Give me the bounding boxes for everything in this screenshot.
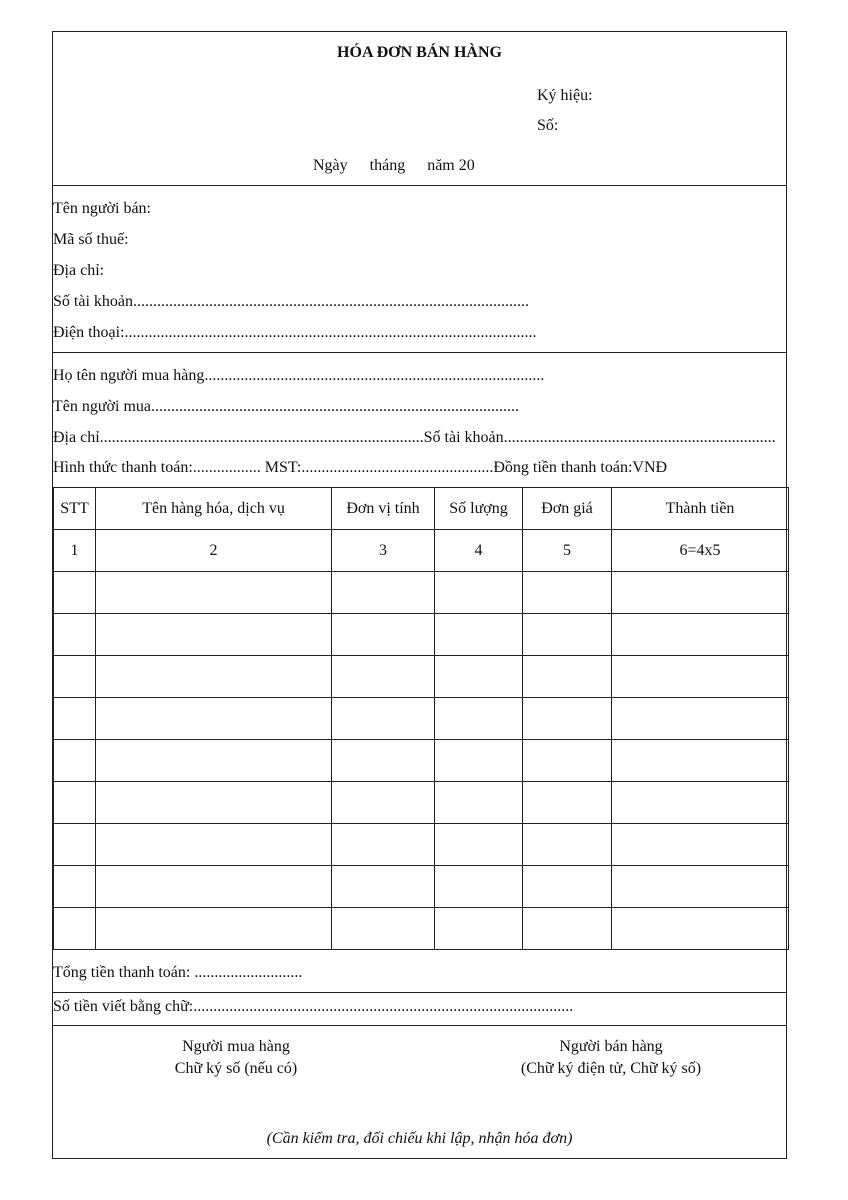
payment-method-dots: ................. [192,459,261,476]
total-label: Tổng tiền thanh toán: [53,964,191,981]
col-header-quantity: Số lượng [435,488,523,530]
currency-label: Đồng tiền thanh toán: [493,459,633,476]
buyer-address-label: Địa chỉ [53,429,100,446]
table-cell[interactable] [523,782,612,824]
table-cell[interactable] [612,824,789,866]
table-cell[interactable] [523,698,612,740]
total-line [53,964,302,982]
table-cell[interactable] [54,698,96,740]
invoice-form [52,31,787,1159]
table-cell[interactable] [96,908,332,950]
seller-phone-label: Điện thoại: [53,324,125,341]
buyer-signature-sub: Chữ ký số (nếu có) [174,1060,298,1077]
table-cell[interactable] [523,656,612,698]
table-cell[interactable] [523,740,612,782]
table-cell[interactable] [96,824,332,866]
seller-name-label: Tên người bán: [53,200,151,217]
divider [53,352,786,353]
date-year-label: năm 20 [427,157,475,174]
currency-value: VNĐ [632,459,668,476]
table-cell[interactable] [435,698,523,740]
table-cell[interactable] [612,866,789,908]
buyer-name-dots: ............................................................................................ [151,398,519,415]
date-day-label: Ngày [313,157,348,174]
index-cell: 5 [523,530,612,572]
table-cell[interactable] [54,866,96,908]
table-cell[interactable] [96,572,332,614]
index-cell: 1 [54,530,96,572]
table-cell[interactable] [54,908,96,950]
table-cell[interactable] [332,698,435,740]
table-row [54,908,789,950]
table-cell[interactable] [612,740,789,782]
index-row [54,530,789,572]
table-cell[interactable] [54,740,96,782]
table-row [54,824,789,866]
table-cell[interactable] [612,614,789,656]
table-row [54,572,789,614]
seller-tax-code-label: Mã số thuế: [53,231,129,248]
table-row [54,740,789,782]
table-cell[interactable] [523,908,612,950]
seller-signature-title: Người bán hàng [559,1038,663,1055]
amount-in-words-label: Số tiền viết bằng chữ: [53,998,194,1015]
buyer-account-label: Số tài khoản [423,429,504,446]
total-dots: ........................... [194,964,303,981]
amount-in-words-line [53,998,573,1016]
table-row [54,698,789,740]
table-cell[interactable] [96,866,332,908]
table-cell[interactable] [523,572,612,614]
table-cell[interactable] [612,782,789,824]
buyer-fullname-line [53,367,544,385]
mst-label: MST: [264,459,302,476]
table-cell[interactable] [332,740,435,782]
table-cell[interactable] [96,782,332,824]
buyer-fullname-label: Họ tên người mua hàng [53,367,205,384]
table-cell[interactable] [612,656,789,698]
col-header-stt: STT [54,488,96,530]
table-cell[interactable] [54,824,96,866]
symbol-label: Ký hiệu: [537,87,593,104]
date-line [313,157,475,175]
table-row [54,866,789,908]
divider [53,185,786,186]
seller-account-dots: ................................................................................................... [133,293,529,310]
table-cell[interactable] [435,782,523,824]
table-cell[interactable] [612,908,789,950]
items-table [53,487,789,950]
seller-phone-line [53,324,537,342]
col-header-amount: Thành tiền [612,488,789,530]
buyer-name-line [53,398,519,416]
col-header-unit-price: Đơn giá [523,488,612,530]
table-cell[interactable] [435,656,523,698]
table-cell[interactable] [332,572,435,614]
seller-phone-dots: ....................................................................................................... [124,324,537,341]
buyer-address-line [53,429,776,447]
invoice-title: HÓA ĐƠN BÁN HÀNG [337,44,502,61]
mst-dots: ................................................ [301,459,494,476]
table-cell[interactable] [96,740,332,782]
buyer-signature-title: Người mua hàng [182,1038,290,1055]
divider [53,992,786,993]
seller-address-label: Địa chỉ: [53,262,105,279]
buyer-name-label: Tên người mua [53,398,151,415]
number-label: Số: [537,117,559,134]
table-cell[interactable] [523,614,612,656]
buyer-payment-line [53,459,667,477]
amount-in-words-dots: ............................................................................................... [193,998,574,1015]
table-cell[interactable] [54,782,96,824]
payment-method-label: Hình thức thanh toán: [53,459,193,476]
table-cell[interactable] [612,572,789,614]
table-cell[interactable] [435,824,523,866]
seller-signature-sub: (Chữ ký điện tử, Chữ ký số) [520,1060,702,1077]
seller-account-label: Số tài khoản [53,293,133,310]
table-cell[interactable] [612,698,789,740]
buyer-fullname-dots: ..................................................................................... [204,367,545,384]
table-cell[interactable] [523,866,612,908]
col-header-item-name: Tên hàng hóa, dịch vụ [96,488,332,530]
index-cell: 2 [96,530,332,572]
table-cell[interactable] [332,908,435,950]
table-cell[interactable] [332,656,435,698]
col-header-unit: Đơn vị tính [332,488,435,530]
table-row [54,614,789,656]
table-cell[interactable] [96,614,332,656]
buyer-account-dots: .................................................................... [503,429,776,446]
table-header-row [54,488,789,530]
table-cell[interactable] [332,866,435,908]
divider [53,1025,786,1026]
table-cell[interactable] [96,698,332,740]
table-cell[interactable] [435,614,523,656]
table-cell[interactable] [435,866,523,908]
table-cell[interactable] [435,572,523,614]
table-row [54,782,789,824]
table-cell[interactable] [54,614,96,656]
table-cell[interactable] [54,656,96,698]
table-cell[interactable] [435,740,523,782]
table-row [54,656,789,698]
table-cell[interactable] [332,614,435,656]
table-cell[interactable] [96,656,332,698]
index-cell: 4 [435,530,523,572]
buyer-address-dots: ................................................................................. [99,429,424,446]
table-cell[interactable] [54,572,96,614]
index-cell: 3 [332,530,435,572]
date-month-label: tháng [369,157,406,174]
index-cell: 6=4x5 [612,530,789,572]
table-cell[interactable] [523,824,612,866]
table-cell[interactable] [332,782,435,824]
seller-account-line [53,293,529,311]
table-cell[interactable] [435,908,523,950]
footer-note: (Cần kiểm tra, đối chiếu khi lập, nhận hóa đơn) [266,1130,573,1147]
table-cell[interactable] [332,824,435,866]
